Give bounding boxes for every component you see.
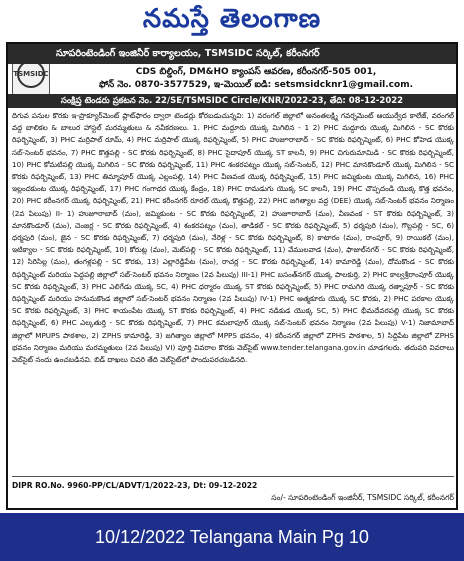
office-title-bar: సూపరింటెండింగ్ ఇంజినీర్ కార్యాలయం, TSMSIDC సర్కిల్, కరీంనగర్ (8, 44, 456, 64)
office-address (56, 66, 456, 92)
publication-caption: 10/12/2022 Telangana Main Pg 10 (0, 513, 464, 561)
tender-notice-clipping (6, 42, 458, 510)
address-line: CDS బిల్డింగ్, DM&HO క్యాంపస్ ఆవరణ, కరీంనగర్-505 001, (135, 67, 377, 77)
contact-line: ఫోన్ నెం. 0870-3577529, ఇ-మెయిల్ ఐడి: setsmsidcknr1@gmail.com. (99, 80, 413, 90)
notice-footer (12, 476, 454, 506)
newspaper-masthead (0, 0, 464, 42)
tender-works-list: దిగువ పనుల కొరకు ఇ-ప్రొక్యూర్‌మెంట్ ప్లాట్‌ఫారం ద్వారా టెండర్లు కోరబడుచున్నవి: 1) వరంగల్ జిల్లాలో అనంతలక్ష్మి గవర్నమెంట్ ఆయుర్వేద కాలేజ్, వరంగల్ వద్ద బాలికల & బాలుర హాస్టల్ మరమ్మతులు & నవీకరణలు. 1. PHC మద్దూరు యొక్క మిగిలిన - 1 2) PHC మద్దూరు యొక్క మిగిలిన - SC కొరకు రిఫర్బిష్మెంట్, 3) PHC మర్రిపాల్ రూమ్, 4) PHC మర్రిపాల్ యొక్క రిఫర్బిష్మెంట్, 5) PHC హుజూరాబాద్ - SC కొరకు రిఫర్బిష్మెంట్, 6) PHC కోహెడ యొక్క సబ్-సెంటర్ భవనం, 7) PHC కొత్తపల్లి - SC కొరకు రిఫర్బిష్మెంట్, 8) PHC సైదాపూర్ యొక్క ST కాలనీ, 9) PHC చిగురుమామిడి - SC కొరకు రిఫర్బిష్మెంట్, 10) PHC కోమటిపల్లి యొక్క మిగిలిన - SC కొరకు రిఫర్బిష్మెంట్, 11) PHC శంకరపట్నం యొక్క సబ్-సెంటర్, 12) PHC మానకొండూర్ యొక్క మిగిలిన - SC కొరకు రిఫర్బిష్మెంట్, 13) PHC తిమ్మాపూర్ యొక్క ఎల్లంపల్లి, 14) PHC వీణవంక యొక్క రిఫర్బిష్మెంట్, 15) PHC జమ్మికుంట యొక్క మిగిలిన, 16) PHC ఇల్లందకుంట యొక్క రిఫర్బిష్మెంట్, 17) PHC గంగాధర యొక్క కేంద్రం, 18) PHC రామడుగు యొక్క SC కాలనీ, 19) PHC చొప్పదండి యొక్క కొత్త భవనం, 20) PHC కరీంనగర్ యొక్క రిఫర్బిష్మెంట్, 21) PHC కరీంనగర్ రూరల్ యొక్క కొత్తపల్లి, 22) PHC జగిత్యాల వద్ద (DEE) యొక్క సబ్-సెంటర్ భవనం నిర్మాణం (2వ పిలుపు) II- 1) హుజూరాబాద్ (మం), జమ్మికుంట - SC కొరకు రిఫర్బిష్మెంట్, 2) హుజూరాబాద్ (మం), వీణవంక - ST కొరకు రిఫర్బిష్మెంట్, 3) మానకొండూర్ (మం), చెంజర్ల - SC కొరకు రిఫర్బిష్మెంట్, 4) శంకరపట్నం (మం), తాడికల్ - SC కొరకు రిఫర్బిష్మెంట్, 5) ధర్మపురి (మం), గొల్లపల్లి - SC, 6) ధర్మపురి (మం), జైన - SC కొరకు రిఫర్బిష్మెంట్, 7) ధర్మపురి (మం), నేరెళ్ల - SC కొరకు రిఫర్బిష్మెంట్, 8) కాటారం (మం), రాంపూర్, 9) రాయికల్ (మం), ఇటిక్యాల - SC కొరకు రిఫర్బిష్మెంట్, 10) కోరుట్ల (మం), మెట్‌పల్లి - SC కొరకు రిఫర్బిష్మెంట్, 11) వేములవాడ (మం), ఫాజుల్‌నగర్ - SC కొరకు రిఫర్బిష్మెంట్, 12) సిరిసిల్ల (మం), తంగళ్లపల్లి - SC కొరకు, 13) ఎల్లారెడ్డిపేట (మం), రాచర్ల - SC కొరకు రిఫర్బిష్మెంట్, 14) కామారెడ్డి (మం), దోమకొండ - SC కొరకు రిఫర్బిష్మెంట్ మరియు పెద్దపల్లి జిల్లాలో సబ్-సెంటర్ భవనం నిర్మాణం (2వ పిలుపు) III-1) PHC బసంత్‌నగర్ యొక్క పాలకుర్తి, 2) PHC కాల్వశ్రీరాంపూర్ యొక్క SC కొరకు రిఫర్బిష్మెంట్, 3) PHC ఎలిగేడు యొక్క SC, 4) PHC ధర్మారం యొక్క ST కొరకు రిఫర్బిష్మెంట్, 5) PHC రామగిరి యొక్క రత్నాపూర్ - SC కొరకు రిఫర్బిష్మెంట్ మరియు హనుమకొండ జిల్లాలో సబ్-సెంటర్ భవనం నిర్మాణం (2వ పిలుపు) IV-1) PHC ఆత్మకూరు యొక్క SC కొరకు, 2) PHC పరకాల యొక్క SC కొరకు రిఫర్బిష్మెంట్, 3) PHC శాయంపేట యొక్క ST కొరకు రిఫర్బిష్మెంట్, 4) PHC నడికుడ యొక్క SC, 5) PHC భీమదేవరపల్లి యొక్క SC కొరకు రిఫర్బిష్మెంట్, 6) PHC ఎల్కతుర్తి - SC కొరకు రిఫర్బిష్మెంట్, 7) PHC కమలాపూర్ యొక్క సబ్-సెంటర్ భవనం నిర్మాణం (2వ పిలుపు) V-1) నిజామాబాద్ జిల్లాలో MPUPS పాఠశాల, 2) ZPHS కామారెడ్డి, 3) జగిత్యాల జిల్లాలో MPPS భవనం, 4) కరీంనగర్ జిల్లాలో ZPHS పాఠశాల, 5) సిద్దిపేట జిల్లాలో ZPHS భవనం నిర్మాణం మరియు మరమ్మతులు (2వ పిలుపు) VI) పూర్తి వివరాల కొరకు వెబ్‌సైట్ www.tender.telangana.gov.in చూడగలరు. తదుపరి వివరాలు వెబ్‌సైట్ నందు ఉంచబడినవి. బిడ్ దాఖలు చివరి తేది వెబ్‌సైట్‌లో పొందుపరచబడినది. (12, 111, 454, 365)
tender-number-bar: సంక్షిప్త టెండరు ప్రకటన నెం. 22/SE/TSMSIDC Circle/KNR/2022-23, తేది: 08-12-2022 (8, 94, 456, 108)
dipr-reference: DIPR RO.No. 9960-PP/CL/ADVT/1/2022-23, Dt: 09-12-2022 (12, 481, 258, 490)
emblem-icon: TSMSIDC (17, 60, 45, 88)
masthead-title: నమస్తే తెలంగాణ (142, 4, 322, 34)
signature-line: సం/- సూపరింటెండింగ్ ఇంజినీర్, TSMSIDC సర్కిల్, కరీంనగర్ (271, 493, 454, 502)
